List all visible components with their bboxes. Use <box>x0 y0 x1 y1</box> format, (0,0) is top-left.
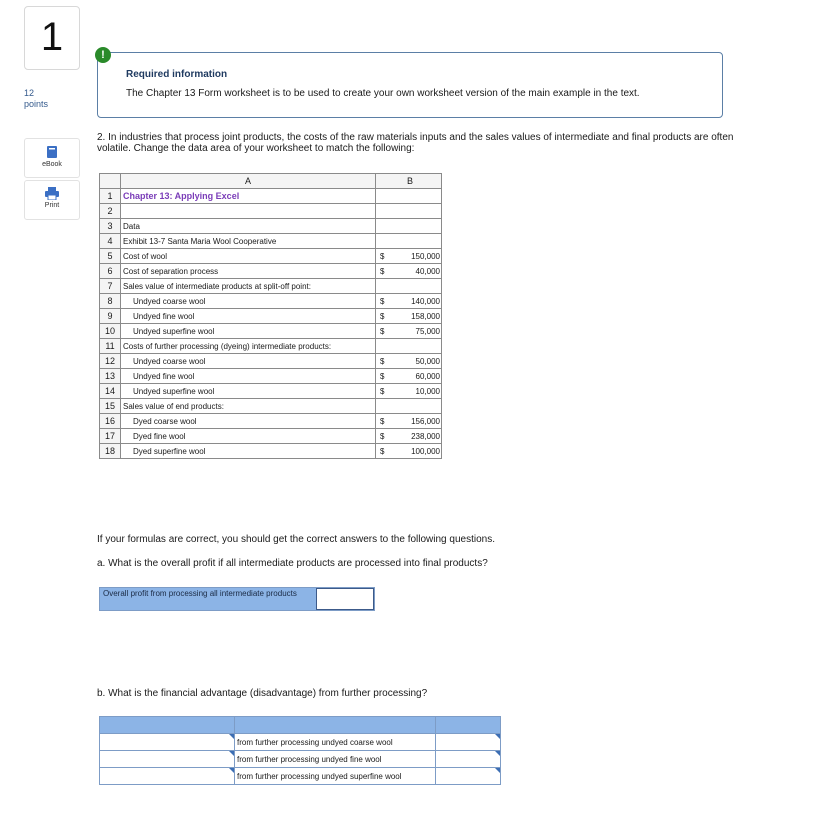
currency-symbol: $ <box>380 311 385 321</box>
amount-value: 100,000 <box>411 446 440 456</box>
cell-b <box>376 399 442 414</box>
amount-value: 60,000 <box>415 371 440 381</box>
corner-cell <box>100 174 121 189</box>
cell-b <box>376 294 442 309</box>
part-a-question: a. What is the overall profit if all intermediate products are processed into final products? <box>97 558 488 569</box>
cell-b <box>376 279 442 294</box>
advantage-select-superfine[interactable] <box>100 768 235 785</box>
currency-symbol: $ <box>380 326 385 336</box>
amount-value: 158,000 <box>411 311 440 321</box>
currency-symbol: $ <box>380 446 385 456</box>
advantage-input-fine[interactable] <box>436 751 501 768</box>
worksheet-row <box>100 219 442 234</box>
question-number: 1 <box>40 15 64 59</box>
row-number: 9 <box>100 309 121 324</box>
question-number-box <box>24 6 80 70</box>
cell-a-text: Undyed fine wool <box>133 371 195 381</box>
cell-b <box>376 249 442 264</box>
cell-a-text: Exhibit 13-7 Santa Maria Wool Cooperative <box>123 236 277 246</box>
cell-a-text: Costs of further processing (dyeing) intermediate products: <box>123 341 332 351</box>
required-information-box <box>97 52 723 118</box>
amount-value: 150,000 <box>411 251 440 261</box>
cell-a-text: Undyed coarse wool <box>133 356 206 366</box>
cell-b <box>376 429 442 444</box>
info-title: Required information <box>126 69 228 80</box>
cell-b <box>376 189 442 204</box>
row-number: 14 <box>100 384 121 399</box>
part-b-header-cell-2 <box>235 717 436 734</box>
amount-value: 10,000 <box>415 386 440 396</box>
amount-value: 40,000 <box>415 266 440 276</box>
amount-value: 75,000 <box>415 326 440 336</box>
amount-value: 238,000 <box>411 431 440 441</box>
cell-b <box>376 324 442 339</box>
worksheet-row <box>100 264 442 279</box>
instructions-text: If your formulas are correct, you should get the correct answers to the following questions. <box>97 534 495 545</box>
cell-a-text: Data <box>123 221 140 231</box>
ebook-button[interactable] <box>24 138 80 178</box>
alert-icon: ! <box>95 47 111 63</box>
worksheet-row <box>100 234 442 249</box>
part-b-header-cell-1 <box>100 717 235 734</box>
cell-b <box>376 369 442 384</box>
worksheet-row <box>100 339 442 354</box>
row-number: 11 <box>100 339 121 354</box>
print-button[interactable] <box>24 180 80 220</box>
cell-a <box>121 399 376 414</box>
currency-symbol: $ <box>380 296 385 306</box>
currency-symbol: $ <box>380 386 385 396</box>
worksheet-row <box>100 399 442 414</box>
advantage-select-coarse[interactable] <box>100 734 235 751</box>
cell-a <box>121 279 376 294</box>
row-number: 5 <box>100 249 121 264</box>
print-label: Print <box>44 202 60 209</box>
cell-b <box>376 309 442 324</box>
worksheet-row <box>100 414 442 429</box>
worksheet-row <box>100 279 442 294</box>
cell-a <box>121 189 376 204</box>
amount-value: 140,000 <box>411 296 440 306</box>
cell-a <box>121 234 376 249</box>
cell-a-text: Cost of separation process <box>123 266 219 276</box>
worksheet-row <box>100 429 442 444</box>
row-number: 18 <box>100 444 121 459</box>
worksheet-row <box>100 249 442 264</box>
part-b-question: b. What is the financial advantage (disadvantage) from further processing? <box>97 688 428 699</box>
cell-a-text: Undyed fine wool <box>133 311 195 321</box>
row-number: 8 <box>100 294 121 309</box>
worksheet-table <box>99 173 442 459</box>
part-a-label: Overall profit from processing all intermediate products <box>100 588 316 610</box>
currency-symbol: $ <box>380 431 385 441</box>
cell-a <box>121 309 376 324</box>
row-number: 3 <box>100 219 121 234</box>
currency-symbol: $ <box>380 371 385 381</box>
cell-a <box>121 204 376 219</box>
cell-a <box>121 384 376 399</box>
worksheet-row <box>100 384 442 399</box>
amount-value: 156,000 <box>411 416 440 426</box>
cell-a-text: Sales value of intermediate products at split-off point: <box>123 281 311 291</box>
part-b-header-cell-3 <box>436 717 501 734</box>
worksheet-row <box>100 309 442 324</box>
cell-b <box>376 264 442 279</box>
part-b-row-label: from further processing undyed coarse wool <box>235 734 436 751</box>
advantage-input-superfine[interactable] <box>436 768 501 785</box>
row-number: 1 <box>100 189 121 204</box>
cell-a <box>121 339 376 354</box>
currency-symbol: $ <box>380 356 385 366</box>
cell-a-text: Dyed fine wool <box>133 431 186 441</box>
cell-b <box>376 204 442 219</box>
ebook-label: eBook <box>42 161 62 168</box>
row-number: 4 <box>100 234 121 249</box>
cell-a <box>121 414 376 429</box>
question-prompt: 2. In industries that process joint products, the costs of the raw materials inputs and the sales values of intermediate and final products are often volatile. Change the data area of your worksheet to match the following: <box>97 132 734 154</box>
row-number: 7 <box>100 279 121 294</box>
worksheet-row <box>100 204 442 219</box>
cell-a-text: Dyed coarse wool <box>133 416 197 426</box>
cell-a-text: Undyed coarse wool <box>133 296 206 306</box>
advantage-select-fine[interactable] <box>100 751 235 768</box>
cell-b <box>376 414 442 429</box>
row-number: 16 <box>100 414 121 429</box>
column-header-a: A <box>121 174 376 189</box>
cell-b <box>376 219 442 234</box>
cell-a-text: Sales value of end products: <box>123 401 224 411</box>
cell-a-text: Undyed superfine wool <box>133 386 215 396</box>
cell-a-text: Cost of wool <box>123 251 168 261</box>
advantage-input-coarse[interactable] <box>436 734 501 751</box>
worksheet-row <box>100 324 442 339</box>
cell-a <box>121 429 376 444</box>
cell-a <box>121 444 376 459</box>
row-number: 6 <box>100 264 121 279</box>
points-info <box>24 88 48 110</box>
cell-a-text: Chapter 13: Applying Excel <box>123 191 240 201</box>
cell-a <box>121 219 376 234</box>
row-number: 13 <box>100 369 121 384</box>
cell-a-text: Dyed superfine wool <box>133 446 206 456</box>
currency-symbol: $ <box>380 416 385 426</box>
cell-a-text: Undyed superfine wool <box>133 326 215 336</box>
row-number: 12 <box>100 354 121 369</box>
cell-b <box>376 444 442 459</box>
points-value: 12 <box>24 88 35 98</box>
part-b-row-label: from further processing undyed fine wool <box>235 751 436 768</box>
worksheet-row <box>100 369 442 384</box>
worksheet-row <box>100 189 442 204</box>
cell-a <box>121 294 376 309</box>
overall-profit-input[interactable] <box>316 588 374 610</box>
cell-b <box>376 339 442 354</box>
row-number: 15 <box>100 399 121 414</box>
part-b-row-label: from further processing undyed superfine wool <box>235 768 436 785</box>
amount-value: 50,000 <box>415 356 440 366</box>
part-a-answer-row <box>99 587 375 611</box>
cell-a <box>121 249 376 264</box>
worksheet-row <box>100 294 442 309</box>
currency-symbol: $ <box>380 266 385 276</box>
cell-b <box>376 234 442 249</box>
row-number: 10 <box>100 324 121 339</box>
part-b-table <box>99 716 501 785</box>
info-text: The Chapter 13 Form worksheet is to be used to create your own worksheet version of the main example in the text. <box>126 88 640 99</box>
cell-b <box>376 384 442 399</box>
book-icon <box>46 145 58 159</box>
worksheet-row <box>100 354 442 369</box>
row-number: 2 <box>100 204 121 219</box>
cell-a <box>121 369 376 384</box>
worksheet-row <box>100 444 442 459</box>
column-header-b: B <box>376 174 442 189</box>
cell-b <box>376 354 442 369</box>
printer-icon <box>45 187 59 200</box>
cell-a <box>121 354 376 369</box>
cell-a <box>121 264 376 279</box>
cell-a <box>121 324 376 339</box>
row-number: 17 <box>100 429 121 444</box>
currency-symbol: $ <box>380 251 385 261</box>
points-label: points <box>24 99 49 109</box>
